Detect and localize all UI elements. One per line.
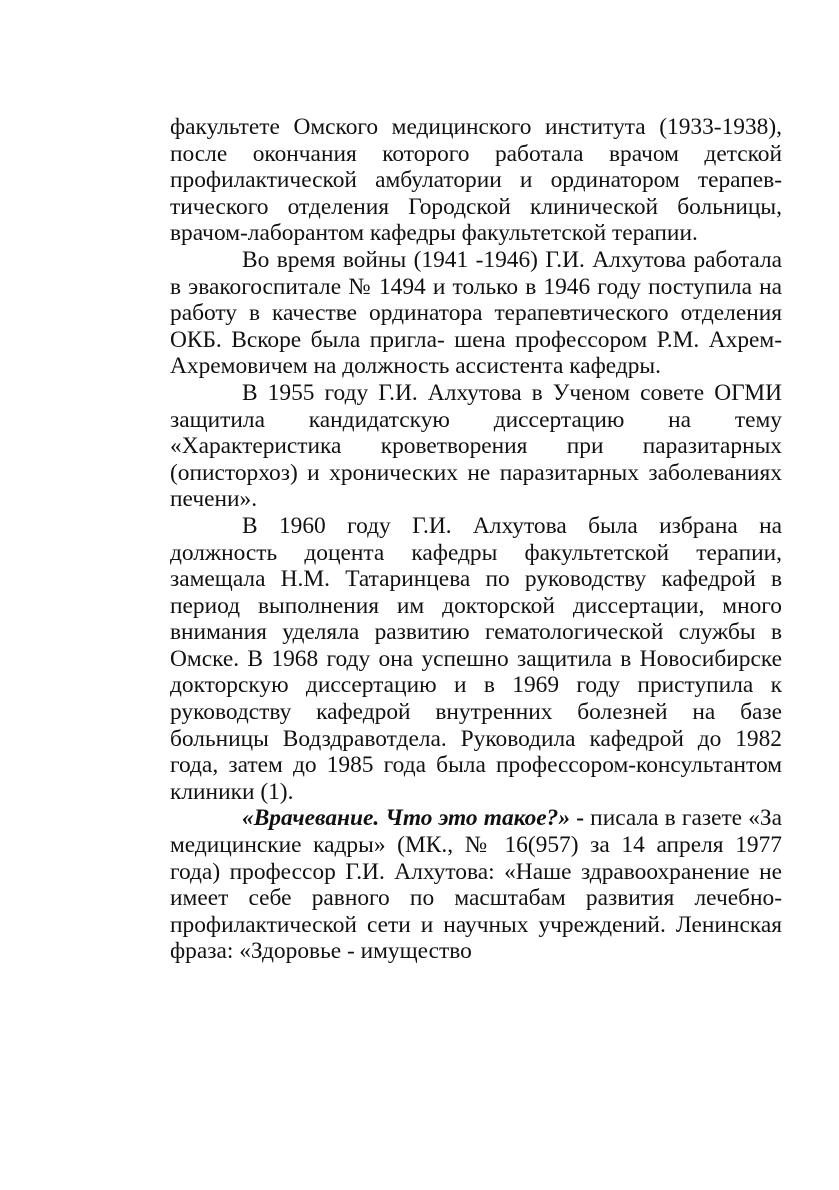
paragraph-3: [170, 380, 782, 513]
paragraph-4: [170, 513, 782, 806]
paragraph-1: [170, 114, 782, 247]
paragraph-4-text: В 1960 году Г.И. Алхутова была избрана на должность доцента кафедры факультетской терапии, замещала Н.М. Татаринцева по руководству кафедрой в период выполнения им докторской диссертации, много внимания уделяла развитию гематологической службы в Омске. В 1968 году она успешно защитила в Новосибирске докторскую диссертацию и в 1969 году приступила к руководству кафедрой внутренних болезней на базе больницы Водздравотдела. Руководила кафедрой до 1982 года, затем до 1985 года была профессором-консультантом клиники (1).: [170, 512, 782, 805]
paragraph-2: [170, 247, 782, 380]
document-page: [170, 114, 782, 965]
paragraph-1-text: факультете Омского медицинского института (1933-1938), после окончания которого работала врачом детской профилактической амбулатории и ординатором терапев- тического отделения Городской клинической больницы, врачом-лаборантом кафедры факультетской терапии.: [170, 114, 782, 247]
paragraph-3-text: В 1955 году Г.И. Алхутова в Ученом совете ОГМИ защитила кандидатскую диссертацию на тему «Характеристика кроветворения при паразитарных (описторхоз) и хронических не паразитарных заболеваниях печени».: [170, 379, 782, 513]
paragraph-5-lead: «Врачевание. Что это такое?»: [242, 805, 571, 832]
paragraph-5-dash: -: [570, 805, 591, 832]
paragraph-2-text: Во время войны (1941 -1946) Г.И. Алхутова работала в эвакогоспитале № 1494 и только в 1946 году поступила на работу в качестве ординатора терапевтического отделения ОКБ. Вскоре была пригла- шена профессором Р.М. Ахрем-Ахремовичем на должность ассистента кафедры.: [170, 246, 782, 380]
paragraph-5-text: писала в газете «За медицинские кадры» (МК., № 16(957) за 14 апреля 1977 года) профессор Г.И. Алхутова: «Наше здравоохранение не имеет себе равного по масштабам развития лечебно-профилактической сети и научных учреждений. Ленинская фраза: «Здоровье - имущество: [170, 805, 782, 965]
paragraph-5: [170, 805, 782, 965]
